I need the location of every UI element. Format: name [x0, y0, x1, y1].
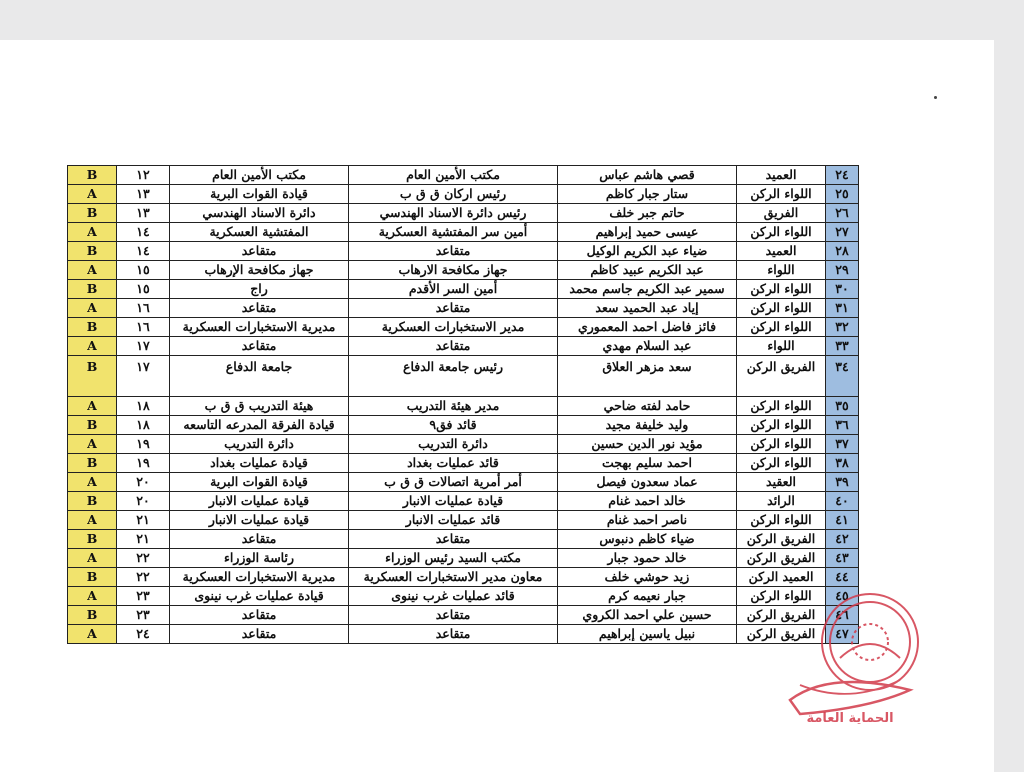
table-row [68, 223, 859, 242]
name-cell: خالد احمد غنام [558, 492, 737, 511]
table-row [68, 204, 859, 223]
table-row [68, 530, 859, 549]
grade-cell: B [68, 356, 117, 397]
sequence-cell: ٤١ [826, 511, 859, 530]
position-cell: رئيس جامعة الدفاع [349, 356, 558, 397]
unit-cell: متقاعد [170, 337, 349, 356]
table-row [68, 280, 859, 299]
number-cell: ١٦ [117, 299, 170, 318]
name-cell: نبيل ياسين إبراهيم [558, 625, 737, 644]
name-cell: إياد عبد الحميد سعد [558, 299, 737, 318]
name-cell: ضياء كاظم دنبوس [558, 530, 737, 549]
unit-cell: مديرية الاستخبارات العسكرية [170, 568, 349, 587]
unit-cell: مديرية الاستخبارات العسكرية [170, 318, 349, 337]
number-cell: ٢١ [117, 511, 170, 530]
name-cell: حامد لفته ضاحي [558, 397, 737, 416]
rank-cell: اللواء الركن [737, 223, 826, 242]
table-row [68, 356, 859, 397]
sequence-cell: ٤٧ [826, 625, 859, 644]
seal-outer-ring [822, 594, 918, 690]
name-cell: فائز فاضل احمد المعموري [558, 318, 737, 337]
sequence-cell: ٢٨ [826, 242, 859, 261]
sequence-cell: ٤٦ [826, 606, 859, 625]
number-cell: ٢٠ [117, 492, 170, 511]
name-cell: ناصر احمد غنام [558, 511, 737, 530]
name-cell: سعد مزهر العلاق [558, 356, 737, 397]
name-cell: قصي هاشم عباس [558, 166, 737, 185]
number-cell: ١٣ [117, 204, 170, 223]
number-cell: ١٥ [117, 261, 170, 280]
name-cell: وليد خليفة مجيد [558, 416, 737, 435]
position-cell: متقاعد [349, 530, 558, 549]
table-row [68, 242, 859, 261]
table-row [68, 625, 859, 644]
grade-cell: B [68, 568, 117, 587]
signature-scribble [790, 682, 910, 714]
unit-cell: قيادة عمليات الانبار [170, 492, 349, 511]
unit-cell: هيئة التدريب ق ق ب [170, 397, 349, 416]
name-cell: احمد سليم بهجت [558, 454, 737, 473]
grade-cell: A [68, 261, 117, 280]
position-cell: أمر أمرية اتصالات ق ق ب [349, 473, 558, 492]
seal-text: الحماية العامة [806, 711, 894, 726]
page-speck [934, 96, 937, 99]
grade-cell: B [68, 492, 117, 511]
name-cell: حسين علي احمد الكروي [558, 606, 737, 625]
grade-cell: B [68, 454, 117, 473]
rank-cell: اللواء الركن [737, 454, 826, 473]
unit-cell: قيادة عمليات غرب نينوى [170, 587, 349, 606]
name-cell: مؤيد نور الدين حسين [558, 435, 737, 454]
sequence-cell: ٣٤ [826, 356, 859, 397]
unit-cell: متقاعد [170, 299, 349, 318]
table-row [68, 397, 859, 416]
number-cell: ١٧ [117, 337, 170, 356]
rank-cell: اللواء [737, 261, 826, 280]
rank-cell: الفريق الركن [737, 606, 826, 625]
table-row [68, 435, 859, 454]
unit-cell: متقاعد [170, 606, 349, 625]
seal-inner-ring [830, 602, 910, 682]
rank-cell: العميد [737, 166, 826, 185]
position-cell: أمين السر الأقدم [349, 280, 558, 299]
unit-cell: متقاعد [170, 625, 349, 644]
grade-cell: A [68, 587, 117, 606]
sequence-cell: ٣١ [826, 299, 859, 318]
table-row [68, 416, 859, 435]
unit-cell: جهاز مكافحة الإرهاب [170, 261, 349, 280]
table-row [68, 587, 859, 606]
position-cell: دائرة التدريب [349, 435, 558, 454]
name-cell: زيد حوشي خلف [558, 568, 737, 587]
table-row [68, 185, 859, 204]
grade-cell: A [68, 625, 117, 644]
grade-cell: A [68, 337, 117, 356]
sequence-cell: ٣٥ [826, 397, 859, 416]
rank-cell: اللواء الركن [737, 435, 826, 454]
position-cell: مدير الاستخبارات العسكرية [349, 318, 558, 337]
table-row [68, 568, 859, 587]
sequence-cell: ٣٩ [826, 473, 859, 492]
table-row [68, 261, 859, 280]
unit-cell: قيادة عمليات الانبار [170, 511, 349, 530]
unit-cell: راج [170, 280, 349, 299]
grade-cell: A [68, 549, 117, 568]
name-cell: عماد سعدون فيصل [558, 473, 737, 492]
unit-cell: المفتشية العسكرية [170, 223, 349, 242]
number-cell: ٢٢ [117, 549, 170, 568]
number-cell: ١٩ [117, 435, 170, 454]
name-cell: عيسى حميد إبراهيم [558, 223, 737, 242]
unit-cell: رئاسة الوزراء [170, 549, 349, 568]
sequence-cell: ٢٧ [826, 223, 859, 242]
rank-cell: اللواء الركن [737, 397, 826, 416]
sequence-cell: ٢٤ [826, 166, 859, 185]
position-cell: مدير هيئة التدريب [349, 397, 558, 416]
grade-cell: B [68, 606, 117, 625]
seal-center [852, 624, 888, 660]
rank-cell: الرائد [737, 492, 826, 511]
table-row [68, 318, 859, 337]
grade-cell: B [68, 204, 117, 223]
position-cell: متقاعد [349, 299, 558, 318]
table-row [68, 454, 859, 473]
grade-cell: B [68, 280, 117, 299]
grade-cell: A [68, 299, 117, 318]
position-cell: أمين سر المفتشية العسكرية [349, 223, 558, 242]
number-cell: ١٩ [117, 454, 170, 473]
rank-cell: اللواء الركن [737, 587, 826, 606]
number-cell: ٢٠ [117, 473, 170, 492]
sequence-cell: ٤٣ [826, 549, 859, 568]
position-cell: مكتب الأمين العام [349, 166, 558, 185]
number-cell: ٢١ [117, 530, 170, 549]
rank-cell: اللواء الركن [737, 416, 826, 435]
unit-cell: قيادة القوات البرية [170, 473, 349, 492]
number-cell: ١٢ [117, 166, 170, 185]
number-cell: ٢٤ [117, 625, 170, 644]
rank-cell: اللواء الركن [737, 185, 826, 204]
position-cell: متقاعد [349, 337, 558, 356]
position-cell: رئيس دائرة الاسناد الهندسي [349, 204, 558, 223]
table-row [68, 549, 859, 568]
sequence-cell: ٢٥ [826, 185, 859, 204]
table-row [68, 473, 859, 492]
number-cell: ١٨ [117, 416, 170, 435]
table-row [68, 299, 859, 318]
grade-cell: A [68, 185, 117, 204]
table-row [68, 337, 859, 356]
name-cell: عبد السلام مهدي [558, 337, 737, 356]
position-cell: متقاعد [349, 606, 558, 625]
position-cell: قائد عمليات بغداد [349, 454, 558, 473]
grade-cell: A [68, 397, 117, 416]
position-cell: جهاز مكافحة الارهاب [349, 261, 558, 280]
sequence-cell: ٢٩ [826, 261, 859, 280]
name-cell: ستار جبار كاظم [558, 185, 737, 204]
official-seal [770, 580, 930, 730]
number-cell: ١٧ [117, 356, 170, 397]
rank-cell: اللواء [737, 337, 826, 356]
number-cell: ١٤ [117, 242, 170, 261]
rank-cell: العميد [737, 242, 826, 261]
grade-cell: B [68, 416, 117, 435]
rank-cell: الفريق [737, 204, 826, 223]
name-cell: خالد حمود جبار [558, 549, 737, 568]
rank-cell: اللواء الركن [737, 280, 826, 299]
rank-cell: اللواء الركن [737, 511, 826, 530]
table-row [68, 511, 859, 530]
rank-cell: الفريق الركن [737, 549, 826, 568]
position-cell: مكتب السيد رئيس الوزراء [349, 549, 558, 568]
grade-cell: A [68, 223, 117, 242]
unit-cell: قيادة القوات البرية [170, 185, 349, 204]
unit-cell: دائرة التدريب [170, 435, 349, 454]
grade-cell: B [68, 318, 117, 337]
rank-cell: الفريق الركن [737, 356, 826, 397]
grade-cell: B [68, 530, 117, 549]
name-cell: حاتم جبر خلف [558, 204, 737, 223]
name-cell: سمير عبد الكريم جاسم محمد [558, 280, 737, 299]
grade-cell: A [68, 473, 117, 492]
position-cell: قائد عمليات غرب نينوى [349, 587, 558, 606]
grade-cell: A [68, 511, 117, 530]
position-cell: متقاعد [349, 242, 558, 261]
name-cell: ضياء عبد الكريم الوكيل [558, 242, 737, 261]
sequence-cell: ٤٢ [826, 530, 859, 549]
name-cell: جبار نعيمه كرم [558, 587, 737, 606]
number-cell: ١٨ [117, 397, 170, 416]
number-cell: ٢٢ [117, 568, 170, 587]
position-cell: قيادة عمليات الانبار [349, 492, 558, 511]
position-cell: قائد فق٩ [349, 416, 558, 435]
unit-cell: متقاعد [170, 242, 349, 261]
grade-cell: B [68, 242, 117, 261]
sequence-cell: ٣٣ [826, 337, 859, 356]
unit-cell: قيادة عمليات بغداد [170, 454, 349, 473]
sequence-cell: ٣٦ [826, 416, 859, 435]
unit-cell: متقاعد [170, 530, 349, 549]
officers-table-body [68, 166, 859, 644]
sequence-cell: ٣٧ [826, 435, 859, 454]
rank-cell: اللواء الركن [737, 299, 826, 318]
rank-cell: العقيد [737, 473, 826, 492]
unit-cell: دائرة الاسناد الهندسي [170, 204, 349, 223]
rank-cell: العميد الركن [737, 568, 826, 587]
name-cell: عبد الكريم عبيد كاظم [558, 261, 737, 280]
number-cell: ١٥ [117, 280, 170, 299]
grade-cell: A [68, 435, 117, 454]
number-cell: ١٣ [117, 185, 170, 204]
sequence-cell: ٣٢ [826, 318, 859, 337]
number-cell: ٢٣ [117, 587, 170, 606]
position-cell: رئيس اركان ق ق ب [349, 185, 558, 204]
number-cell: ٢٣ [117, 606, 170, 625]
officers-table [67, 165, 859, 644]
rank-cell: الفريق الركن [737, 530, 826, 549]
sequence-cell: ٣٨ [826, 454, 859, 473]
sequence-cell: ٢٦ [826, 204, 859, 223]
sequence-cell: ٤٥ [826, 587, 859, 606]
sequence-cell: ٤٤ [826, 568, 859, 587]
table-row [68, 492, 859, 511]
unit-cell: مكتب الأمين العام [170, 166, 349, 185]
table-row [68, 606, 859, 625]
sequence-cell: ٤٠ [826, 492, 859, 511]
unit-cell: قيادة الفرقة المدرعه التاسعه [170, 416, 349, 435]
sequence-cell: ٣٠ [826, 280, 859, 299]
rank-cell: اللواء الركن [737, 318, 826, 337]
position-cell: قائد عمليات الانبار [349, 511, 558, 530]
position-cell: معاون مدير الاستخبارات العسكرية [349, 568, 558, 587]
number-cell: ١٤ [117, 223, 170, 242]
number-cell: ١٦ [117, 318, 170, 337]
table-row [68, 166, 859, 185]
position-cell: متقاعد [349, 625, 558, 644]
grade-cell: B [68, 166, 117, 185]
unit-cell: جامعة الدفاع [170, 356, 349, 397]
seal-emblem [840, 644, 900, 658]
rank-cell: الفريق الركن [737, 625, 826, 644]
